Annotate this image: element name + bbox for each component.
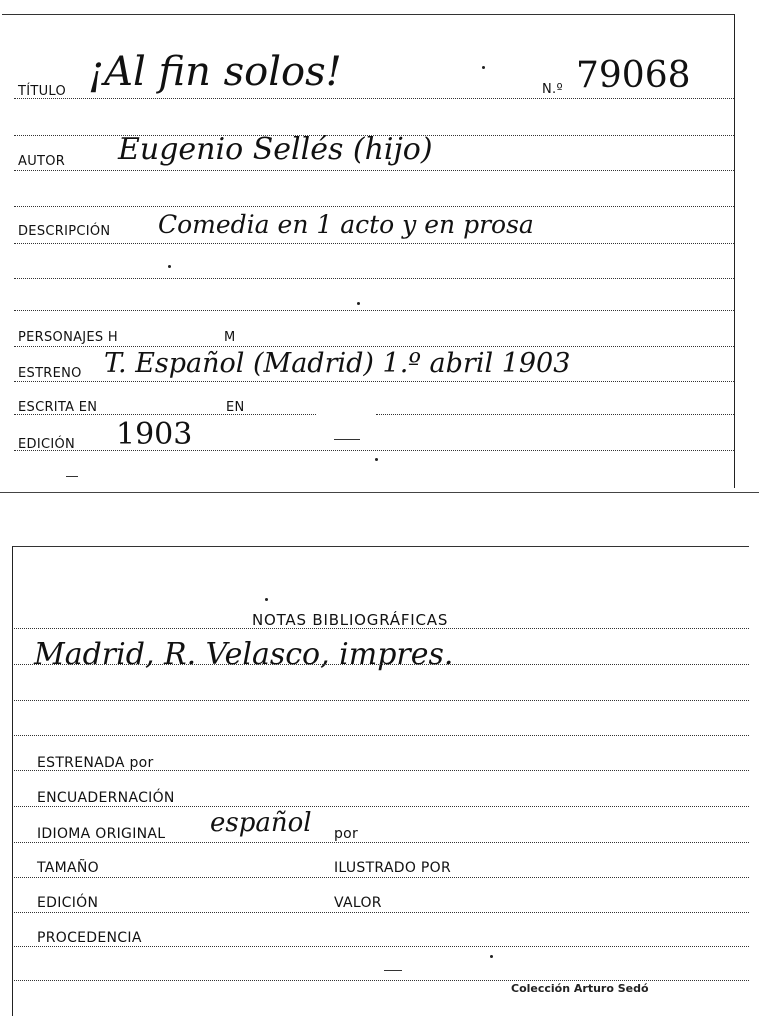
ink-speck (375, 458, 378, 461)
numero-label: N.º (542, 82, 563, 97)
ink-dash (66, 476, 78, 477)
descripcion-label: DESCRIPCIÓN (18, 224, 111, 239)
rule-line (14, 912, 749, 913)
estrenada-label: ESTRENADA por (37, 755, 154, 771)
ink-speck (482, 66, 485, 69)
titulo-value: ¡Al fin solos! (88, 49, 342, 95)
procedencia-label: PROCEDENCIA (37, 930, 142, 946)
edicion-value: 1903 (116, 417, 193, 452)
rule-line (14, 980, 749, 981)
rule-line (14, 98, 734, 99)
estreno-label: ESTRENO (18, 366, 82, 381)
rule-line (14, 735, 749, 736)
idioma-label: IDIOMA ORIGINAL (37, 826, 166, 842)
ink-speck (357, 302, 360, 305)
edicion-label-bottom: EDICIÓN (37, 895, 99, 911)
ilustrado-label: ILUSTRADO POR (334, 860, 451, 876)
descripcion-value: Comedia en 1 acto y en prosa (158, 210, 534, 239)
numero-value: 79068 (576, 55, 691, 96)
tamano-label: TAMAÑO (37, 860, 99, 876)
ink-dash (384, 970, 402, 971)
card-separator (0, 492, 759, 493)
rule-line (14, 806, 749, 807)
estreno-value: T. Español (Madrid) 1.º abril 1903 (104, 348, 571, 379)
autor-value: Eugenio Sellés (hijo) (118, 132, 433, 167)
edicion-label: EDICIÓN (18, 437, 76, 452)
ink-speck (168, 265, 171, 268)
ink-speck (265, 598, 268, 601)
titulo-label: TÍTULO (18, 84, 67, 99)
escrita-en-label: EN (226, 400, 245, 415)
valor-label: VALOR (334, 895, 382, 911)
rule-line (14, 206, 734, 207)
ink-dash (334, 439, 360, 440)
rule-line (14, 381, 734, 382)
rule-line (14, 243, 734, 244)
personajes-label: PERSONAJES H (18, 330, 118, 345)
rule-line (14, 842, 749, 843)
ink-speck (490, 955, 493, 958)
rule-line (14, 946, 749, 947)
personajes-m-label: M (224, 330, 236, 345)
notas-value: Madrid, R. Velasco, impres. (34, 637, 454, 672)
rule-line (14, 700, 749, 701)
rule-line (14, 628, 749, 629)
rule-line (14, 170, 734, 171)
idioma-value: español (210, 808, 312, 838)
rule-line (14, 346, 734, 347)
rule-line (14, 664, 749, 665)
rule-line (14, 310, 734, 311)
coleccion-stamp: Colección Arturo Sedó (511, 982, 649, 995)
rule-line (14, 877, 749, 878)
rule-line (14, 278, 734, 279)
idioma-por-label: por (334, 826, 359, 842)
encuadernacion-label: ENCUADERNACIÓN (37, 790, 175, 806)
autor-label: AUTOR (18, 154, 66, 169)
notas-heading: NOTAS BIBLIOGRÁFICAS (252, 611, 449, 629)
rule-line (376, 414, 734, 415)
escrita-label: ESCRITA EN (18, 400, 98, 415)
